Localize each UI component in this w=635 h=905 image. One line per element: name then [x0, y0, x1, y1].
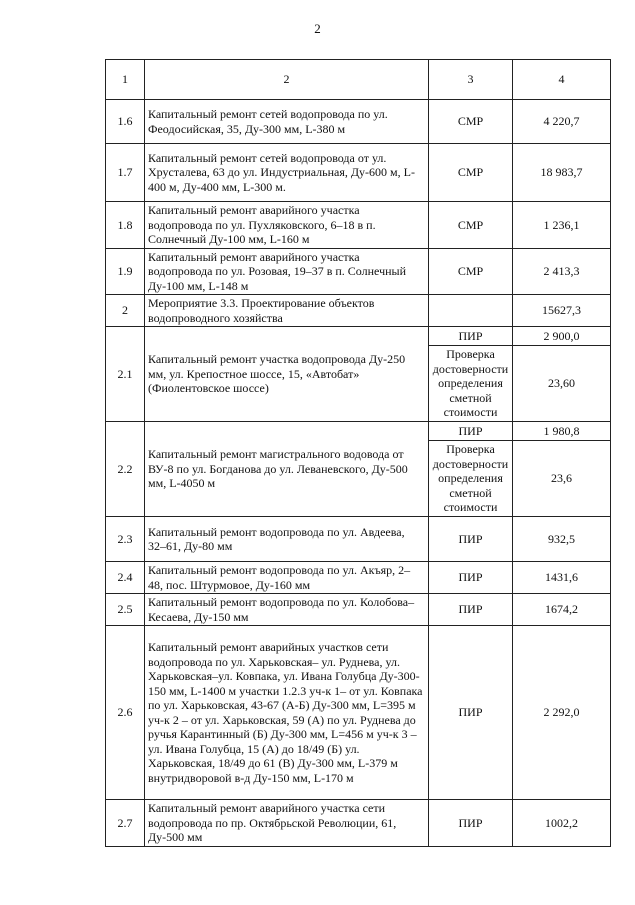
row-name: Капитальный ремонт аварийного участка водопровода по ул. Розовая, 19–37 в п. Солнечный Ду-100 мм, L-148 м — [145, 248, 429, 295]
row-value: 1 236,1 — [513, 202, 611, 249]
row-number: 2.5 — [106, 594, 145, 626]
row-value: 23,6 — [513, 441, 611, 517]
table-row — [106, 422, 611, 441]
row-value: 4 220,7 — [513, 100, 611, 144]
row-name: Капитальный ремонт сетей водопровода от ул. Хрусталева, 63 до ул. Индустриальная, Ду-600 м, L-400 м, Ду-400 мм, L-300 м. — [145, 144, 429, 202]
row-value: 15627,3 — [513, 295, 611, 327]
row-number: 2.6 — [106, 626, 145, 800]
row-number: 2.7 — [106, 800, 145, 847]
row-work-type: ПИР — [429, 517, 513, 562]
table-row — [106, 517, 611, 562]
row-value: 1002,2 — [513, 800, 611, 847]
row-number: 1.7 — [106, 144, 145, 202]
row-number: 2.1 — [106, 327, 145, 422]
row-number: 1.9 — [106, 248, 145, 295]
header-cell-1: 1 — [106, 60, 145, 100]
row-value: 932,5 — [513, 517, 611, 562]
table-row — [106, 626, 611, 800]
row-number: 2.4 — [106, 562, 145, 594]
row-work-type: СМР — [429, 248, 513, 295]
row-name: Капитальный ремонт водопровода по ул. Акъяр, 2–48, пос. Штурмовое, Ду-160 мм — [145, 562, 429, 594]
header-cell-2: 2 — [145, 60, 429, 100]
row-name: Капитальный ремонт аварийного участка сети водопровода по пр. Октябрьской Революции, 61, Ду-500 мм — [145, 800, 429, 847]
row-work-type — [429, 295, 513, 327]
row-name: Капитальный ремонт участка водопровода Ду-250 мм, ул. Крепостное шоссе, 15, «Автобат» (Фиолентовское шоссе) — [145, 327, 429, 422]
data-table — [105, 59, 611, 847]
row-name: Капитальный ремонт водопровода по ул. Колобова–Кесаева, Ду-150 мм — [145, 594, 429, 626]
row-number: 1.8 — [106, 202, 145, 249]
row-number: 2.2 — [106, 422, 145, 517]
row-work-type: СМР — [429, 144, 513, 202]
table-row — [106, 144, 611, 202]
row-value: 2 900,0 — [513, 327, 611, 346]
row-work-type: СМР — [429, 100, 513, 144]
page-number: 2 — [314, 21, 321, 36]
row-work-type: ПИР — [429, 800, 513, 847]
row-work-type: Проверка достоверности определения сметной стоимости — [429, 346, 513, 422]
row-value: 1431,6 — [513, 562, 611, 594]
row-value: 1 980,8 — [513, 422, 611, 441]
row-work-type: ПИР — [429, 422, 513, 441]
table-row — [106, 800, 611, 847]
row-name: Капитальный ремонт аварийного участка водопровода по ул. Пухляковского, 6–18 в п. Солнечный Ду-100 мм, L-160 м — [145, 202, 429, 249]
row-value: 2 413,3 — [513, 248, 611, 295]
row-name: Капитальный ремонт магистрального водовода от ВУ-8 по ул. Богданова до ул. Леваневского, Ду-500 мм, L-4050 м — [145, 422, 429, 517]
row-value: 2 292,0 — [513, 626, 611, 800]
table-row — [106, 327, 611, 346]
row-name: Мероприятие 3.3. Проектирование объектов водопроводного хозяйства — [145, 295, 429, 327]
row-name: Капитальный ремонт аварийных участков сети водопровода по ул. Харьковская– ул. Руднева, ул. Харьковская–ул. Ковпака, ул. Ивана Голубца Ду-300-150 мм, L-1400 м участки 1.2.3 уч-к 1– от ул. Ковпака по ул. Харьковская, 43-67 (А-Б) Ду-300 мм, L=395 м уч-к 2 – от ул. Харьковская, 59 (А) по ул. Руднева до ручья Карантинный (Б) Ду-300 мм, L=456 м уч-к 3 – ул. Ивана Голубца, 15 (А) до 18/49 (Б) ул. Харьковская, 18/49 до 61 (В) Ду-300 мм, L-379 м внутридворовой в-д Ду-150 мм, L-170 м — [145, 626, 429, 800]
row-value: 23,60 — [513, 346, 611, 422]
table-row — [106, 562, 611, 594]
table-row — [106, 248, 611, 295]
row-work-type: ПИР — [429, 562, 513, 594]
row-work-type: ПИР — [429, 626, 513, 800]
row-work-type: Проверка достоверности определения сметной стоимости — [429, 441, 513, 517]
table-header-row — [106, 60, 611, 100]
row-name: Капитальный ремонт водопровода по ул. Авдеева, 32–61, Ду-80 мм — [145, 517, 429, 562]
row-work-type: ПИР — [429, 594, 513, 626]
row-name: Капитальный ремонт сетей водопровода по ул. Феодосийская, 35, Ду-300 мм, L-380 м — [145, 100, 429, 144]
row-number: 2.3 — [106, 517, 145, 562]
header-cell-4: 4 — [513, 60, 611, 100]
row-work-type: СМР — [429, 202, 513, 249]
table-row — [106, 594, 611, 626]
row-number: 1.6 — [106, 100, 145, 144]
row-work-type: ПИР — [429, 327, 513, 346]
header-cell-3: 3 — [429, 60, 513, 100]
row-value: 18 983,7 — [513, 144, 611, 202]
row-number: 2 — [106, 295, 145, 327]
row-value: 1674,2 — [513, 594, 611, 626]
table-row — [106, 202, 611, 249]
table-row — [106, 295, 611, 327]
table-row — [106, 100, 611, 144]
